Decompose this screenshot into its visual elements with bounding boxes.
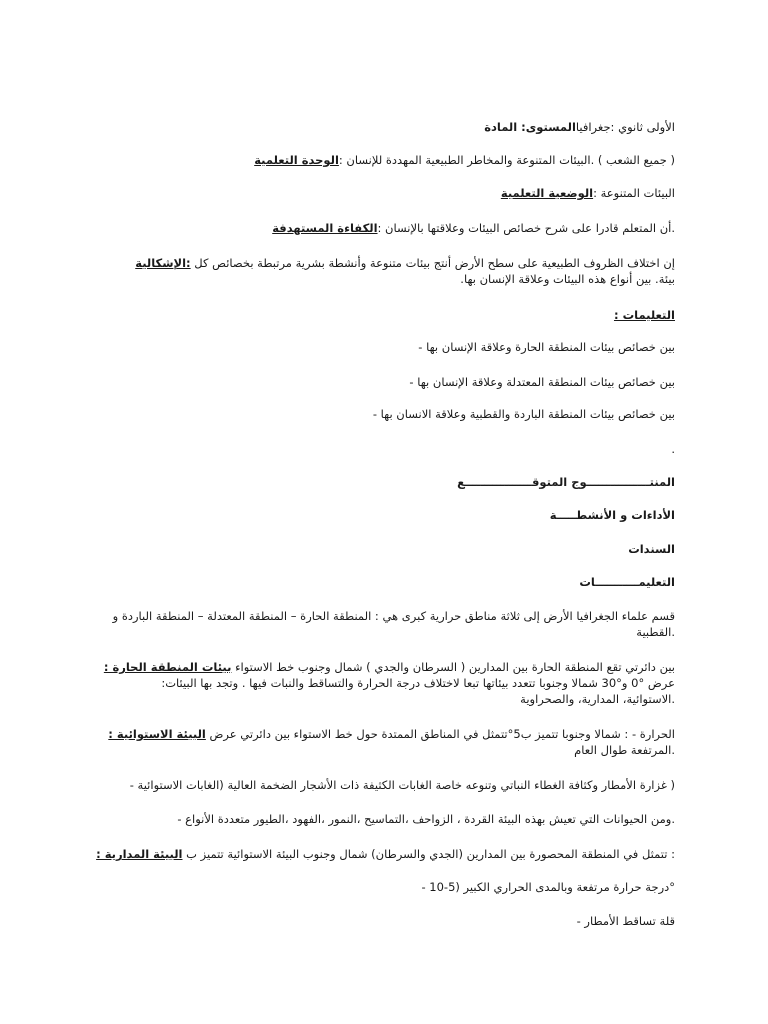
division-text-1: قسم علماء الجغرافيا الأرض إلى ثلاثة مناطق حرارية كبرى هي : المنطقة الحارة – المنطقة المعتدلة – المنطقة الباردة و <box>112 609 675 623</box>
instruction-item <box>85 407 675 422</box>
problem-line-2 <box>85 272 675 287</box>
problem-text-2: بيئة. بين أنواع هذه البيئات وعلاقة الإنسان بها. <box>460 272 675 286</box>
animals-line <box>85 812 675 827</box>
hot-zone-line-3 <box>85 692 675 707</box>
supports-heading: السندات <box>628 542 675 556</box>
header-value: الأولى ثانوي :جغرافيا <box>575 120 675 134</box>
problem-label: :الإشكالية <box>135 256 191 270</box>
hot-zone-text-3: .الاستوائية، المدارية، والصحراوية <box>520 692 675 706</box>
division-line-2 <box>85 625 675 640</box>
rain-line <box>85 778 675 793</box>
animals-text: .ومن الحيوانات التي تعيش بهذه البيئة القردة ، الزواحف ،التماسيح ،النمور ،الفهود ،الطيور متعددة الأنواع - <box>177 812 675 826</box>
product-heading-line <box>85 475 675 490</box>
tropical-text-2: °درجة حرارة مرتفعة وبالمدى الحراري الكبير (5-10 - <box>421 880 675 894</box>
instructions-heading: التعليمات : <box>613 308 675 322</box>
instructions-heading-line <box>85 308 675 323</box>
division-line-1 <box>85 609 675 624</box>
problem-text-1: إن اختلاف الظروف الطبيعية على سطح الأرض أنتج بيئات متنوعة وأنشطة بشرية مرتبطة بخصائص كل <box>194 256 675 270</box>
supports-heading-line <box>85 542 675 557</box>
unit-line <box>85 153 675 168</box>
unit-value: ( جميع الشعب ) .البيئات المتنوعة والمخاطر الطبيعية المهددة للإنسان : <box>338 153 675 167</box>
tropical-text-3: قلة تساقط الأمطار - <box>576 914 675 928</box>
tools-heading: الأداءات و الأنشطـــــة <box>549 508 675 522</box>
equatorial-line-1 <box>85 727 675 742</box>
instruction-item-3: بين خصائص بيئات المنطقة الباردة والقطبية وعلاقة الانسان بها - <box>372 407 675 421</box>
dot-mark: . <box>671 442 675 456</box>
competency-value: .أن المتعلم قادرا على شرح خصائص البيئات وعلاقتها بالإنسان : <box>377 221 675 235</box>
instructions-dot <box>85 442 675 457</box>
equatorial-text-1: الحرارة - : شمالا وجنوبا تتميز ب5°تتمثل في المناطق الممتدة حول خط الاستواء بين دائرتي عرض <box>209 727 675 741</box>
problem-line-1 <box>85 256 675 271</box>
tropical-label: البيئة المدارية : <box>96 847 183 861</box>
unit-label: الوحدة التعلمية <box>254 153 339 167</box>
situation-value: البيئات المتنوعة : <box>593 186 675 200</box>
situation-line <box>85 186 675 201</box>
instruction-item <box>85 340 675 355</box>
header-label: المستوى: المادة <box>484 120 576 134</box>
competency-line <box>85 221 675 236</box>
rain-text: ( غزارة الأمطار وكثافة الغطاء النباتي وتنوعه خاصة الغابات الكثيفة ذات الأشجار الضخمة العالية (الغابات الاستوائية - <box>129 778 675 792</box>
hot-zone-label: بيئات المنطقة الحارة : <box>103 660 232 674</box>
situation-label: الوضعية التعلمية <box>500 186 594 200</box>
ta3limat-heading: التعليمـــــــــــات <box>579 575 675 589</box>
hot-zone-line-1 <box>85 660 675 675</box>
equatorial-line-2 <box>85 743 675 758</box>
instruction-item-2: بين خصائص بيئات المنطقة المعتدلة وعلاقة الإنسان بها - <box>409 375 675 389</box>
equatorial-text-2: .المرتفعة طوال العام <box>574 743 675 757</box>
tropical-line-2 <box>85 880 675 895</box>
ta3limat-heading-line <box>85 575 675 590</box>
tropical-line-3 <box>85 914 675 929</box>
hot-zone-line-2 <box>85 676 675 691</box>
instruction-item-1: بين خصائص بيئات المنطقة الحارة وعلاقة الإنسان بها - <box>418 340 675 354</box>
hot-zone-text-2: عرض °0 و°30 شمالا وجنوبا تتعدد بيئاتها تبعا لاختلاف درجة الحرارة والتساقط والنبات فيها . وتجد بها البيئات: <box>161 676 675 690</box>
tools-heading-line <box>85 508 675 523</box>
product-heading: المنتــــــــــــــــوج المتوقـــــــــــــــــع <box>457 475 675 489</box>
tropical-line-1 <box>85 847 675 862</box>
hot-zone-text-1: بين دائرتي تقع المنطقة الحارة بين المدارين ( السرطان والجدي ) شمال وجنوب خط الاستواء <box>235 660 675 674</box>
tropical-text-1: : تتمثل في المنطقة المحصورة بين المدارين (الجدي والسرطان) شمال وجنوب البيئة الاستوائية تتميز ب <box>186 847 675 861</box>
header-line <box>85 120 675 135</box>
instruction-item <box>85 375 675 390</box>
competency-label: الكفاءة المستهدفة <box>272 221 378 235</box>
division-text-2: .القطبية <box>636 625 675 639</box>
equatorial-label: البيئة الاستوائية : <box>108 727 206 741</box>
